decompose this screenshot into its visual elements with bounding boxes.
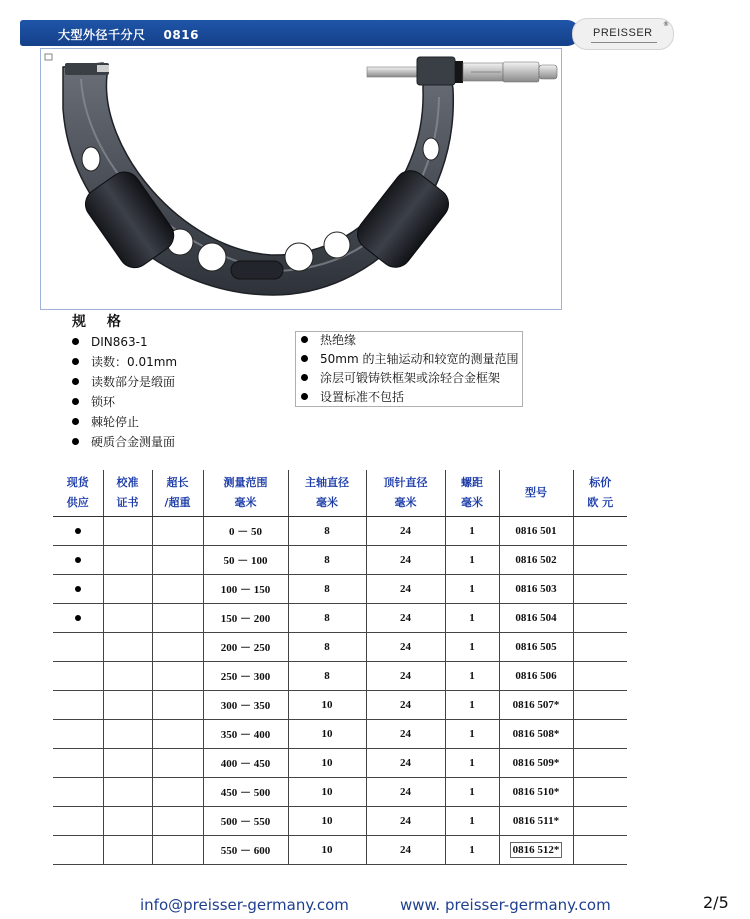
spec-text: 读数：0.01mm: [91, 355, 178, 369]
stock-cell: [53, 778, 103, 807]
model-text-highlighted: 0816 512*: [510, 842, 563, 858]
spindle-cell: 10: [288, 778, 366, 807]
col-header-price: 标价 欧 元: [573, 470, 627, 517]
spec-text: 涂层可锻铸铁框架或涂轻合金框架: [320, 371, 501, 385]
stock-cell: [53, 662, 103, 691]
anvil-cell: 24: [366, 575, 445, 604]
stock-cell: [53, 604, 103, 633]
spec-item: [72, 373, 177, 393]
table-row: [53, 778, 627, 807]
table-row: [53, 691, 627, 720]
oversize-cell: [152, 517, 203, 546]
title-banner: [20, 20, 580, 46]
page-header: [20, 18, 672, 48]
spec-item: [301, 370, 522, 389]
bullet-icon: [72, 438, 79, 445]
pitch-cell: 1: [445, 807, 499, 836]
calibration-cell: [103, 662, 152, 691]
spec-text: 读数部分是缎面: [91, 375, 176, 389]
spindle-cell: 10: [288, 807, 366, 836]
calibration-cell: [103, 575, 152, 604]
table-row: [53, 633, 627, 662]
model-cell: 0816 507*: [499, 691, 573, 720]
banner-title: [58, 26, 199, 43]
bullet-icon: [72, 378, 79, 385]
spindle-cell: 10: [288, 691, 366, 720]
spindle-cell: 8: [288, 546, 366, 575]
spindle-cell: 8: [288, 633, 366, 662]
pitch-cell: 1: [445, 691, 499, 720]
bullet-icon: [72, 398, 79, 405]
spec-item: [301, 351, 522, 370]
range-cell: 200 － 250: [203, 633, 288, 662]
col-header-oversize: 超长 /超重: [152, 470, 203, 517]
spec-text: DIN863-1: [91, 335, 148, 349]
col-header-pitch: 螺距 毫米: [445, 470, 499, 517]
range-cell: 500 － 550: [203, 807, 288, 836]
bullet-icon: [72, 338, 79, 345]
calibration-cell: [103, 633, 152, 662]
table-row: [53, 604, 627, 633]
stock-cell: [53, 836, 103, 865]
col-header-anvil: 顶针直径 毫米: [366, 470, 445, 517]
spindle-cell: 8: [288, 604, 366, 633]
pitch-cell: 1: [445, 662, 499, 691]
stock-cell: [53, 517, 103, 546]
price-cell: [573, 633, 627, 662]
bullet-icon: [301, 374, 308, 381]
table-header-row: [53, 470, 627, 517]
logo-text: PREISSER: [593, 27, 653, 39]
calibration-cell: [103, 720, 152, 749]
stock-cell: [53, 691, 103, 720]
spec-item: [72, 353, 177, 373]
calibration-cell: [103, 517, 152, 546]
range-cell: 100 － 150: [203, 575, 288, 604]
oversize-cell: [152, 749, 203, 778]
stock-cell: [53, 575, 103, 604]
spec-item: [301, 332, 522, 351]
col-header-stock: 现货 供应: [53, 470, 103, 517]
price-cell: [573, 807, 627, 836]
spindle-cell: 8: [288, 517, 366, 546]
spec-text: 锁环: [91, 395, 116, 409]
range-cell: 550 － 600: [203, 836, 288, 865]
anvil-cell: 24: [366, 662, 445, 691]
pitch-cell: 1: [445, 749, 499, 778]
table-row: [53, 662, 627, 691]
model-cell: 0816 502: [499, 546, 573, 575]
spec-text: 50mm 的主轴运动和较宽的测量范围: [320, 352, 519, 366]
stock-cell: [53, 546, 103, 575]
model-cell: 0816 504: [499, 604, 573, 633]
price-cell: [573, 720, 627, 749]
stock-cell: [53, 807, 103, 836]
model-cell: 0816 511*: [499, 807, 573, 836]
spindle-cell: 10: [288, 720, 366, 749]
pitch-cell: 1: [445, 836, 499, 865]
col-header-range: 测量范围 毫米: [203, 470, 288, 517]
oversize-cell: [152, 691, 203, 720]
oversize-cell: [152, 546, 203, 575]
oversize-cell: [152, 604, 203, 633]
oversize-cell: [152, 836, 203, 865]
pitch-cell: 1: [445, 517, 499, 546]
in-stock-dot-icon: [75, 557, 81, 563]
range-cell: 450 － 500: [203, 778, 288, 807]
price-cell: [573, 691, 627, 720]
spindle-cell: 10: [288, 749, 366, 778]
spec-text: 设置标准不包括: [320, 390, 405, 404]
logo-registered-mark: ®: [663, 21, 669, 28]
oversize-cell: [152, 807, 203, 836]
spindle-cell: 10: [288, 836, 366, 865]
micrometer-illustration: [41, 49, 561, 309]
model-cell: 0816 501: [499, 517, 573, 546]
oversize-cell: [152, 720, 203, 749]
price-cell: [573, 575, 627, 604]
pitch-cell: 1: [445, 546, 499, 575]
anvil-cell: 24: [366, 749, 445, 778]
price-cell: [573, 662, 627, 691]
logo-underline: [591, 42, 657, 43]
calibration-cell: [103, 749, 152, 778]
model-cell: 0816 505: [499, 633, 573, 662]
price-cell: [573, 546, 627, 575]
calibration-cell: [103, 807, 152, 836]
spec-text: 热绝缘: [320, 333, 357, 347]
footer-email-link[interactable]: info@preisser-germany.com: [140, 896, 349, 914]
spec-item: [72, 333, 177, 353]
calibration-cell: [103, 691, 152, 720]
stock-cell: [53, 749, 103, 778]
col-header-spindle: 主轴直径 毫米: [288, 470, 366, 517]
in-stock-dot-icon: [75, 615, 81, 621]
range-cell: 250 － 300: [203, 662, 288, 691]
pitch-cell: 1: [445, 778, 499, 807]
oversize-cell: [152, 778, 203, 807]
table-row: [53, 575, 627, 604]
price-cell: [573, 604, 627, 633]
calibration-cell: [103, 836, 152, 865]
pitch-cell: 1: [445, 720, 499, 749]
calibration-cell: [103, 604, 152, 633]
pitch-cell: 1: [445, 575, 499, 604]
model-cell: [499, 836, 573, 865]
model-cell: 0816 508*: [499, 720, 573, 749]
spec-item: [301, 389, 522, 408]
calibration-cell: [103, 778, 152, 807]
specs-list-left: [72, 333, 177, 453]
col-header-model: 型号: [499, 470, 573, 517]
anvil-cell: 24: [366, 633, 445, 662]
bullet-icon: [72, 358, 79, 365]
page-number: 2/5: [703, 893, 729, 912]
brand-logo: [572, 18, 674, 50]
range-cell: 50 － 100: [203, 546, 288, 575]
table-row: [53, 749, 627, 778]
specs-title: 规 格: [72, 314, 129, 330]
product-image: [40, 48, 562, 310]
table-row: [53, 807, 627, 836]
spec-item: [72, 393, 177, 413]
anvil-cell: 24: [366, 720, 445, 749]
spec-text: 棘轮停止: [91, 415, 140, 429]
anvil-cell: 24: [366, 836, 445, 865]
pitch-cell: 1: [445, 633, 499, 662]
oversize-cell: [152, 575, 203, 604]
anvil-cell: 24: [366, 778, 445, 807]
range-cell: 300 － 350: [203, 691, 288, 720]
in-stock-dot-icon: [75, 586, 81, 592]
anvil-cell: 24: [366, 691, 445, 720]
spec-item: [72, 433, 177, 453]
product-table: [53, 470, 627, 865]
spindle-cell: 8: [288, 662, 366, 691]
bullet-icon: [72, 418, 79, 425]
table-row: [53, 720, 627, 749]
table-row: [53, 836, 627, 865]
footer-website-link[interactable]: www. preisser-germany.com: [400, 896, 611, 914]
product-title: 大型外径千分尺: [58, 28, 146, 42]
stock-cell: [53, 633, 103, 662]
spec-item: [72, 413, 177, 433]
oversize-cell: [152, 633, 203, 662]
in-stock-dot-icon: [75, 528, 81, 534]
bullet-icon: [301, 355, 308, 362]
range-cell: 350 － 400: [203, 720, 288, 749]
bullet-icon: [301, 336, 308, 343]
table-row: [53, 546, 627, 575]
price-cell: [573, 778, 627, 807]
stock-cell: [53, 720, 103, 749]
range-cell: 150 － 200: [203, 604, 288, 633]
spindle-cell: 8: [288, 575, 366, 604]
product-table-container: [53, 470, 627, 865]
col-header-calibration: 校准 证书: [103, 470, 152, 517]
model-cell: 0816 510*: [499, 778, 573, 807]
model-cell: 0816 506: [499, 662, 573, 691]
anvil-cell: 24: [366, 604, 445, 633]
model-cell: 0816 503: [499, 575, 573, 604]
price-cell: [573, 749, 627, 778]
model-cell: 0816 509*: [499, 749, 573, 778]
oversize-cell: [152, 662, 203, 691]
pitch-cell: 1: [445, 604, 499, 633]
table-row: [53, 517, 627, 546]
anvil-cell: 24: [366, 807, 445, 836]
spec-text: 硬质合金测量面: [91, 435, 176, 449]
range-cell: 0 － 50: [203, 517, 288, 546]
price-cell: [573, 836, 627, 865]
anvil-cell: 24: [366, 517, 445, 546]
range-cell: 400 － 450: [203, 749, 288, 778]
specs-list-right: [295, 331, 523, 407]
anvil-cell: 24: [366, 546, 445, 575]
bullet-icon: [301, 393, 308, 400]
calibration-cell: [103, 546, 152, 575]
price-cell: [573, 517, 627, 546]
product-model: 0816: [163, 28, 199, 42]
